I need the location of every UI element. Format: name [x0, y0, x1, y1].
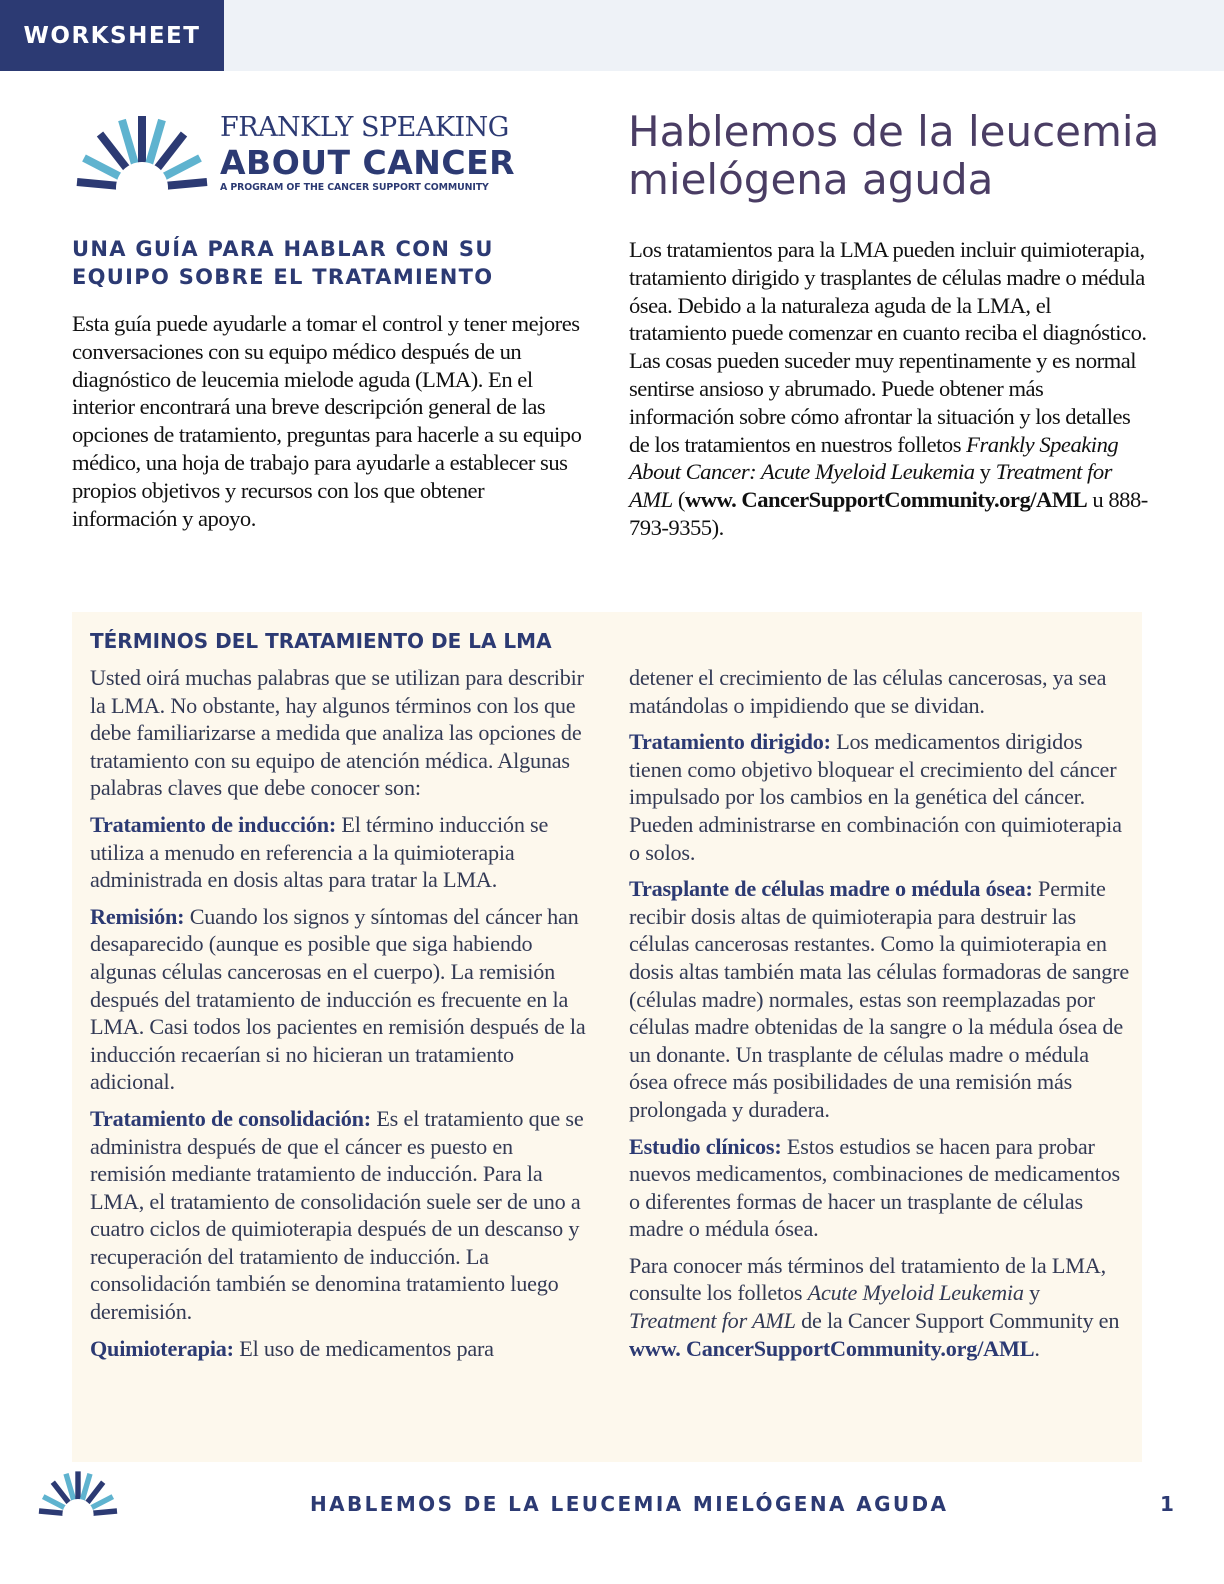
term-definition: Cuando los signos y síntomas del cáncer han desaparecido (aunque es posible que siga habiendo algunas células cancerosas en el cuerpo). La remisión después del tratamiento de inducción es frecuente en la LMA. Casi todos los pacientes en remisión después de la inducción recaerían si no hicieran un tratamiento adicional.	[90, 903, 586, 1095]
terms-heading: TÉRMINOS DEL TRATAMIENTO DE LA LMA	[90, 629, 552, 653]
summary-url-link[interactable]: www. CancerSupportCommunity.org/AML	[684, 487, 1088, 513]
more-booklet-2: Treatment for AML	[629, 1308, 796, 1334]
more-booklet-1: Acute Myeloid Leukemia	[807, 1280, 1024, 1306]
terms-column-left	[90, 664, 590, 1371]
term-item	[629, 875, 1129, 1123]
more-end: .	[1034, 1335, 1040, 1361]
worksheet-tag: WORKSHEET	[0, 0, 224, 71]
guide-text: Esta guía puede ayudarle a tomar el control y tener mejores conversaciones con su equipo médico después de un diagnóstico de leucemia mielode aguda (LMA). En el interior encontrará una breve descripción general de las opciones de tratamiento, preguntas para hacerle a su equipo médico, una hoja de trabajo para ayudarle a establecer sus propios objetivos y recursos con los que obtener información y apoyo.	[72, 311, 582, 531]
sunburst-logo-icon	[72, 114, 212, 190]
term-item	[629, 728, 1129, 866]
footer-sunburst-icon	[36, 1470, 120, 1516]
terms-column-right	[629, 664, 1129, 1371]
term-label: Estudio clínicos:	[629, 1133, 782, 1159]
summary-phone: u 888-793-9355).	[629, 487, 1148, 540]
term-label: Tratamiento dirigido:	[629, 729, 831, 755]
summary-paren: (	[672, 487, 685, 513]
term-definition: detener el crecimiento de las células cancerosas, ya sea matándolas o impidiendo que se dividan.	[629, 665, 1107, 718]
term-item	[90, 811, 590, 894]
summary-and: y	[974, 459, 996, 485]
term-definition: Permite recibir dosis altas de quimioterapia para destruir las células cancerosas restantes. Como la quimioterapia en dosis altas también mata las células formadoras de sangre (células madre) normales, estas son reemplazadas por células madre obtenidas de la sangre o la médula ósea de un donante. Un trasplante de células madre o médula ósea ofrece más posibilidades de una remisión más prolongada y duradera.	[629, 876, 1129, 1122]
term-item	[90, 1335, 590, 1363]
page-title: Hablemos de la leucemia mielógena aguda	[628, 107, 1160, 204]
term-item	[90, 903, 590, 1096]
term-label: Trasplante de células madre o médula ósea:	[629, 876, 1033, 902]
term-definition: El uso de medicamentos para	[233, 1335, 494, 1361]
summary-booklet-1: Frankly Speaking About Cancer: Acute Myeloid Leukemia	[629, 431, 1119, 485]
more-url-link[interactable]: www. CancerSupportCommunity.org/AML	[629, 1335, 1035, 1361]
term-item	[629, 1133, 1129, 1243]
guide-heading: UNA GUÍA PARA HABLAR CON SU EQUIPO SOBRE EL TRATAMIENTO	[72, 237, 494, 289]
term-definition: Estos estudios se hacen para probar nuevos medicamentos, combinaciones de medicamentos o diferentes formas de hacer un trasplante de células madre o médula ósea.	[629, 1133, 1120, 1242]
frankly-speaking-logo	[72, 110, 532, 194]
term-label: Tratamiento de inducción:	[90, 811, 337, 837]
more-terms	[629, 1252, 1129, 1362]
more-and: y	[1023, 1280, 1041, 1306]
treatment-summary	[629, 236, 1149, 542]
page-number: 1	[1160, 1492, 1174, 1516]
summary-booklet-2: Treatment for AML	[629, 459, 1112, 513]
logo-line-3: A PROGRAM OF THE CANCER SUPPORT COMMUNITY	[220, 182, 489, 193]
summary-text: Los tratamientos para la LMA pueden incluir quimioterapia, tratamiento dirigido y trasplantes de células madre o médula ósea. Debido a la naturaleza aguda de la LMA, el tratamiento puede comenzar en cuanto reciba el diagnóstico. Las cosas pueden suceder muy repentinamente y es normal sentirse ansioso y abrumado. Puede obtener más información sobre cómo afrontar la situación y los detalles de los tratamientos en nuestros folletos	[629, 237, 1147, 457]
term-label: Quimioterapia:	[90, 1335, 234, 1361]
footer-title: HABLEMOS DE LA LEUCEMIA MIELÓGENA AGUDA	[310, 1492, 949, 1516]
term-item	[629, 664, 1129, 719]
term-label: Tratamiento de consolidación:	[90, 1105, 371, 1131]
logo-line-2: ABOUT CANCER	[220, 143, 516, 182]
more-prefix: Para conocer más términos del tratamiento de la LMA, consulte los folletos	[629, 1252, 1106, 1306]
term-label: Remisión:	[90, 903, 185, 929]
term-definition: Los medicamentos dirigidos tienen como objetivo bloquear el crecimiento del cáncer impulsado por los cambios en la genética del cáncer. Pueden administrarse en combinación con quimioterapia o solos.	[629, 729, 1122, 865]
term-definition: Es el tratamiento que se administra después de que el cáncer es puesto en remisión mediante tratamiento de inducción. Para la LMA, el tratamiento de consolidación suele ser de uno a cuatro ciclos de quimioterapia después de un descanso y recuperación del tratamiento de inducción. La consolidación también se denomina tratamiento luego deremisión.	[90, 1105, 584, 1325]
logo-line-1: FRANKLY SPEAKING	[220, 112, 509, 143]
term-item	[90, 1105, 590, 1326]
term-definition: El término inducción se utiliza a menudo en referencia a la quimioterapia administrada en dosis altas para tratar la LMA.	[90, 811, 549, 893]
more-middle: de la Cancer Support Community en	[795, 1308, 1120, 1334]
terms-intro: Usted oirá muchas palabras que se utilizan para describir la LMA. No obstante, hay algunos términos con los que debe familiarizarse a medida que analiza las opciones de tratamiento con su equipo de atención médica. Algunas palabras claves que debe conocer son:	[90, 665, 584, 801]
